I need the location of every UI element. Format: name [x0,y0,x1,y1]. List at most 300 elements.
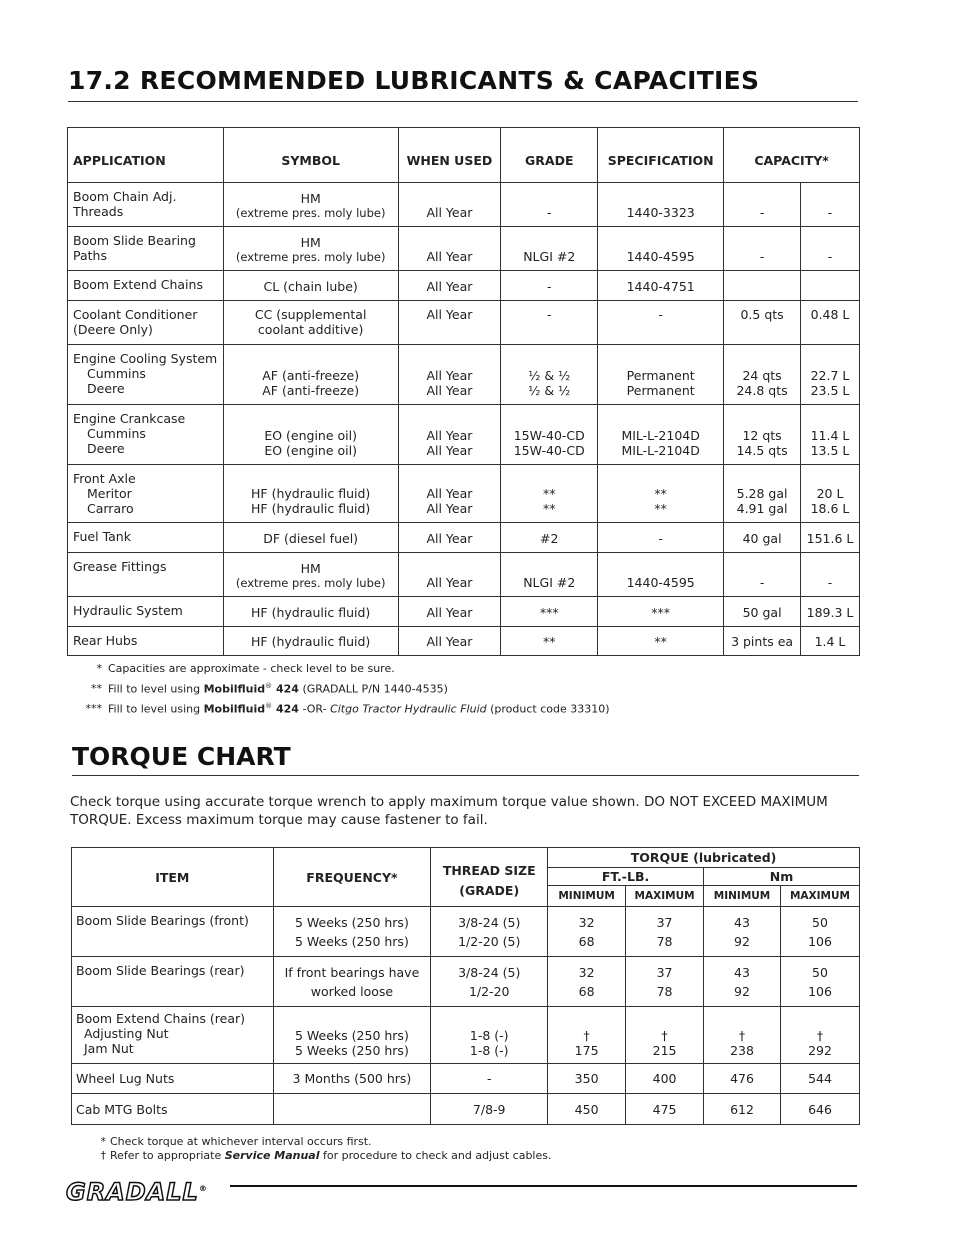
symbol-text: HF (hydraulic fluid) [251,486,371,501]
thread-size-label: THREAD SIZE [442,863,536,878]
item-cell [72,1064,274,1094]
thread-size-text: 3/8-24 (5) [458,914,521,930]
table-row [68,465,860,523]
when-used-cell [398,523,501,553]
ftlb-min-cell [548,1064,626,1094]
footnote-text: (GRADALL P/N 1440-4535) [298,682,448,696]
ftlb-min-cell [548,957,626,1007]
grade-cell [501,597,598,627]
col-when-used: WHEN USED [398,128,501,183]
thread-size-text: 3/8-24 (5) [458,964,521,980]
col-application: APPLICATION [68,128,224,183]
item-text: Boom Slide Bearings (front) [76,913,249,928]
symbol-cell [223,597,398,627]
specification-text: Permanent [626,383,695,398]
capacity-us-text: - [759,205,765,220]
footnote-text: Fill to level using [108,682,204,696]
specification-cell [598,405,724,465]
ftlb-min-text: 68 [578,983,595,999]
grade-text: ½ & ½ [528,383,571,398]
grade-cell [501,301,598,345]
nm-min-text: 43 [734,914,750,930]
capacity-metric-text: - [827,575,833,590]
application-text: Rear Hubs [73,633,138,648]
table-row [72,1007,860,1064]
footnote [80,698,610,718]
thread-size-cell [431,1064,548,1094]
capacity-us-text: 4.91 gal [736,501,788,516]
application-text: Cummins [87,366,146,381]
capacity-us-text: - [759,249,765,264]
capacity-us-cell [724,227,801,271]
registered-mark: ® [265,681,273,690]
specification-text: ** [654,486,667,501]
frequency-cell [273,907,431,957]
application-cell [68,553,224,597]
symbol-text: HM [300,235,321,250]
grade-text: ** [543,501,556,516]
symbol-text: (extreme pres. moly lube) [235,206,386,220]
application-text: Grease Fittings [73,559,167,574]
ftlb-max-text: 475 [652,1101,677,1117]
capacity-metric-text: 151.6 L [806,531,854,546]
frequency-text: worked loose [310,983,394,999]
col-grade: GRADE [501,128,598,183]
thread-size-text: 1/2-20 (5) [458,933,521,949]
when-used-text: All Year [426,279,473,294]
when-used-cell [398,627,501,656]
specification-text: - [658,307,663,322]
capacity-us-text: 5.28 gal [736,486,788,501]
col-nm-max: MAXIMUM [780,886,859,907]
item-text: Adjusting Nut [84,1026,169,1041]
application-cell [68,465,224,523]
when-used-text: All Year [426,249,473,264]
table-row [68,227,860,271]
ftlb-max-cell [626,907,704,957]
footnote-text: Check torque at whichever interval occurs first. [110,1135,372,1148]
capacity-us-text: 40 gal [742,531,782,546]
thread-size-text: 1/2-20 [468,983,510,999]
nm-max-text: 106 [808,933,832,949]
product-number: 424 [272,702,299,716]
ftlb-max-cell [626,1094,704,1125]
ftlb-max-text: 400 [652,1071,677,1086]
capacity-metric-text: - [827,249,833,264]
grade-text: ½ & ½ [528,368,571,383]
symbol-cell [223,345,398,405]
thread-size-cell [431,957,548,1007]
ftlb-min-cell [548,1094,626,1125]
capacity-metric-cell [801,301,860,345]
ftlb-min-text: 32 [578,964,595,980]
table-row [68,271,860,301]
table-row [68,345,860,405]
nm-max-cell [780,1007,859,1064]
specification-cell [598,183,724,227]
footnote-mark: * [96,662,102,675]
grade-text: - [547,205,552,220]
capacity-us-text: 24.8 qts [736,383,788,398]
grade-text: NLGI #2 [523,575,576,590]
product-name: Mobilfluid [203,682,266,696]
symbol-cell [223,405,398,465]
ftlb-max-text: 78 [656,933,673,949]
capacity-us-text: 3 pints ea [731,634,794,649]
specification-cell [598,271,724,301]
application-text: Cummins [87,426,146,441]
footnote-text: Refer to appropriate [110,1148,225,1162]
symbol-text: HM [300,561,321,576]
symbol-text: AF (anti-freeze) [262,368,360,383]
when-used-cell [398,183,501,227]
capacity-us-text: - [759,575,765,590]
capacity-metric-text: 0.48 L [810,307,850,322]
thread-size-text: 1-8 (-) [469,1043,509,1058]
specification-cell [598,553,724,597]
capacity-metric-text: 22.7 L [810,368,850,383]
product-name: Mobilfluid [203,702,266,716]
application-text: Boom Chain Adj. [73,189,177,204]
nm-max-text: † [816,1028,824,1043]
table-row [68,405,860,465]
nm-max-text: 106 [808,983,832,999]
capacity-metric-text: 189.3 L [806,605,854,620]
specification-text: 1440-4595 [626,575,695,590]
table-row [68,183,860,227]
capacity-us-cell [724,553,801,597]
when-used-cell [398,271,501,301]
specification-text: Permanent [626,368,695,383]
grade-text: - [547,279,552,294]
capacity-metric-text: 11.4 L [810,428,850,443]
when-used-text: All Year [426,205,473,220]
torque-intro: Check torque using accurate torque wrench to apply maximum torque value shown. DO NOT EXCEED MAXIMUM TORQUE. Excess maximum torque may cause fastener to fail. [70,794,828,828]
specification-text: ** [654,501,667,516]
specification-text: MIL-L-2104D [621,443,700,458]
footnote-mark: † [100,1148,106,1162]
nm-min-text: 92 [734,983,750,999]
symbol-text: DF (diesel fuel) [263,531,359,546]
symbol-cell [223,227,398,271]
when-used-cell [398,227,501,271]
capacity-us-text: 0.5 qts [740,307,784,322]
when-used-text: All Year [426,443,473,458]
application-text: Fuel Tank [73,529,131,544]
capacity-us-cell [724,301,801,345]
capacity-us-cell [724,271,801,301]
item-text: Wheel Lug Nuts [76,1071,175,1086]
when-used-text: All Year [426,605,473,620]
frequency-text: 5 Weeks (250 hrs) [295,1028,409,1043]
application-text: Paths [73,248,107,263]
col-nm: Nm [704,868,860,886]
thread-size-cell [431,1094,548,1125]
nm-min-text: 612 [730,1101,754,1117]
symbol-text: coolant additive) [257,322,364,337]
symbol-cell [223,553,398,597]
capacity-metric-cell [801,183,860,227]
lubricants-notes [80,661,610,718]
symbol-cell [223,465,398,523]
lubricants-table [67,127,860,656]
table-row [72,957,860,1007]
grade-cell [501,183,598,227]
when-used-text: All Year [426,531,473,546]
symbol-cell [223,523,398,553]
capacity-metric-text: 20 L [816,486,844,501]
application-text: Threads [73,204,124,219]
when-used-text: All Year [426,428,473,443]
footnote-text: Capacities are approximate - check level to be sure. [108,662,395,675]
footnote [80,661,610,678]
when-used-text: All Year [426,383,473,398]
alt-product-name: Citgo Tractor Hydraulic Fluid [330,702,487,716]
ftlb-max-cell [626,1007,704,1064]
nm-min-text: 238 [730,1043,754,1058]
footnote [96,1135,552,1149]
capacity-us-cell [724,523,801,553]
capacity-us-cell [724,597,801,627]
nm-max-text: 50 [812,964,828,980]
capacity-metric-cell [801,597,860,627]
thread-size-text: 1-8 (-) [469,1028,509,1043]
col-capacity: CAPACITY* [724,128,860,183]
application-text: Deere [87,441,125,456]
ftlb-min-text: 175 [574,1043,599,1058]
capacity-metric-text: 18.6 L [810,501,850,516]
ftlb-min-cell [548,907,626,957]
symbol-cell [223,183,398,227]
grade-cell [501,405,598,465]
section-title-lubricants: 17.2 RECOMMENDED LUBRICANTS & CAPACITIES [68,66,858,102]
application-text: Hydraulic System [73,603,183,618]
when-used-text: All Year [426,307,473,322]
table-row [68,553,860,597]
col-ftlb-min: MINIMUM [548,886,626,907]
frequency-text: 5 Weeks (250 hrs) [295,933,409,949]
table-row [72,907,860,957]
frequency-cell [273,1094,431,1125]
grade-text: 15W-40-CD [513,428,585,443]
item-cell [72,907,274,957]
ftlb-max-cell [626,1064,704,1094]
grade-cell [501,271,598,301]
capacity-metric-cell [801,553,860,597]
col-specification: SPECIFICATION [598,128,724,183]
col-thread-size [431,848,548,907]
specification-text: MIL-L-2104D [621,428,700,443]
capacity-metric-cell [801,227,860,271]
thread-size-cell [431,1007,548,1064]
specification-cell [598,523,724,553]
specification-cell [598,345,724,405]
grade-cell [501,523,598,553]
grade-cell [501,627,598,656]
section-title-torque: TORQUE CHART [72,742,859,776]
col-frequency: FREQUENCY* [273,848,431,907]
item-text: Boom Slide Bearings (rear) [76,963,245,978]
when-used-cell [398,553,501,597]
ftlb-max-text: 37 [656,964,673,980]
application-text: Deere [87,381,125,396]
footnote-text: (product code 33310) [486,702,610,716]
application-text: (Deere Only) [73,322,153,337]
capacity-metric-cell [801,523,860,553]
application-text: Boom Slide Bearing [73,233,196,248]
frequency-cell [273,1064,431,1094]
lubricants-header-row [68,128,860,183]
table-row [72,1094,860,1125]
specification-text: 1440-4595 [626,249,695,264]
thread-grade-label: (GRADE) [459,883,520,898]
application-text: Front Axle [73,471,136,486]
grade-text: ** [543,486,556,501]
application-cell [68,597,224,627]
capacity-metric-cell [801,345,860,405]
table-row [72,1064,860,1094]
symbol-text: (extreme pres. moly lube) [235,576,386,590]
torque-notes [96,1135,552,1162]
ftlb-max-cell [626,957,704,1007]
grade-text: - [547,307,552,322]
application-cell [68,405,224,465]
table-row [68,523,860,553]
application-cell [68,523,224,553]
grade-cell [501,227,598,271]
table-row [68,301,860,345]
grade-cell [501,465,598,523]
ftlb-min-cell [548,1007,626,1064]
nm-max-text: 544 [808,1071,832,1086]
specification-cell [598,627,724,656]
grade-text: *** [539,605,559,620]
grade-text: #2 [540,531,559,546]
item-text: Jam Nut [84,1041,134,1056]
product-number: 424 [272,682,299,696]
symbol-text: EO (engine oil) [264,443,357,458]
capacity-metric-text: 13.5 L [810,443,850,458]
symbol-text: CC (supplemental [254,307,367,322]
nm-max-text: 646 [808,1101,832,1117]
nm-min-text: 92 [734,933,750,949]
footnote-mark: * [100,1135,106,1148]
item-text: Boom Extend Chains (rear) [76,1011,246,1026]
capacity-metric-cell [801,465,860,523]
item-text: Cab MTG Bolts [76,1101,168,1117]
application-text: Carraro [87,501,134,516]
application-cell [68,301,224,345]
symbol-text: CL (chain lube) [263,279,358,294]
footnote [80,678,610,698]
specification-text: *** [651,605,671,620]
when-used-cell [398,465,501,523]
symbol-cell [223,271,398,301]
application-text: Engine Cooling System [73,351,218,366]
thread-size-cell [431,907,548,957]
col-nm-min: MINIMUM [704,886,781,907]
capacity-us-cell [724,345,801,405]
nm-min-text: 43 [734,964,750,980]
specification-cell [598,301,724,345]
symbol-text: HF (hydraulic fluid) [251,634,371,649]
application-cell [68,627,224,656]
capacity-us-cell [724,465,801,523]
frequency-text: 5 Weeks (250 hrs) [295,1043,409,1058]
capacity-us-text: 50 gal [742,605,782,620]
nm-min-cell [704,957,781,1007]
service-manual-ref: Service Manual [224,1148,320,1162]
table-row [68,627,860,656]
capacity-us-cell [724,627,801,656]
nm-min-cell [704,1094,781,1125]
when-used-text: All Year [426,501,473,516]
nm-min-cell [704,907,781,957]
nm-max-text: 50 [812,914,828,930]
nm-max-text: 292 [808,1043,832,1058]
grade-cell [501,553,598,597]
specification-cell [598,227,724,271]
capacity-metric-cell [801,627,860,656]
footnote [96,1149,552,1163]
ftlb-min-text: † [583,1028,590,1043]
capacity-us-text: 12 qts [742,428,782,443]
footer-rule [230,1185,857,1187]
capacity-metric-text: 23.5 L [810,383,850,398]
frequency-text: 5 Weeks (250 hrs) [295,914,409,930]
footnote-text: for procedure to check and adjust cables. [319,1148,552,1162]
specification-text: 1440-4751 [626,279,695,294]
ftlb-min-text: 450 [574,1101,599,1117]
item-cell [72,957,274,1007]
symbol-cell [223,301,398,345]
grade-text: 15W-40-CD [513,443,585,458]
specification-text: - [658,531,663,546]
capacity-us-text: 24 qts [742,368,782,383]
capacity-metric-cell [801,271,860,301]
col-torque-lubricated: TORQUE (lubricated) [548,848,860,868]
application-cell [68,183,224,227]
gradall-logo: GRADALL® [66,1178,208,1206]
symbol-text: HF (hydraulic fluid) [251,605,371,620]
nm-max-cell [780,957,859,1007]
symbol-text: (extreme pres. moly lube) [235,250,386,264]
application-text: Meritor [87,486,132,501]
col-item: ITEM [72,848,274,907]
thread-size-text: - [486,1071,492,1086]
frequency-text: 3 Months (500 hrs) [292,1071,412,1086]
item-cell [72,1094,274,1125]
application-text: Engine Crankcase [73,411,186,426]
capacity-metric-text: - [827,205,833,220]
nm-max-cell [780,1064,859,1094]
footnote-text: Fill to level using [108,702,204,716]
footnote-mark: *** [85,702,102,716]
thread-size-text: 7/8-9 [472,1101,506,1117]
capacity-metric-cell [801,405,860,465]
symbol-text: AF (anti-freeze) [262,383,360,398]
nm-min-text: † [738,1028,746,1043]
capacity-us-cell [724,183,801,227]
nm-min-text: 476 [730,1071,754,1086]
application-text: Boom Extend Chains [73,277,203,292]
capacity-us-text: 14.5 qts [736,443,788,458]
item-cell [72,1007,274,1064]
col-ftlb: FT.-LB. [548,868,704,886]
when-used-text: All Year [426,575,473,590]
torque-table [71,847,860,1125]
footnote-text: -OR- [298,702,331,716]
